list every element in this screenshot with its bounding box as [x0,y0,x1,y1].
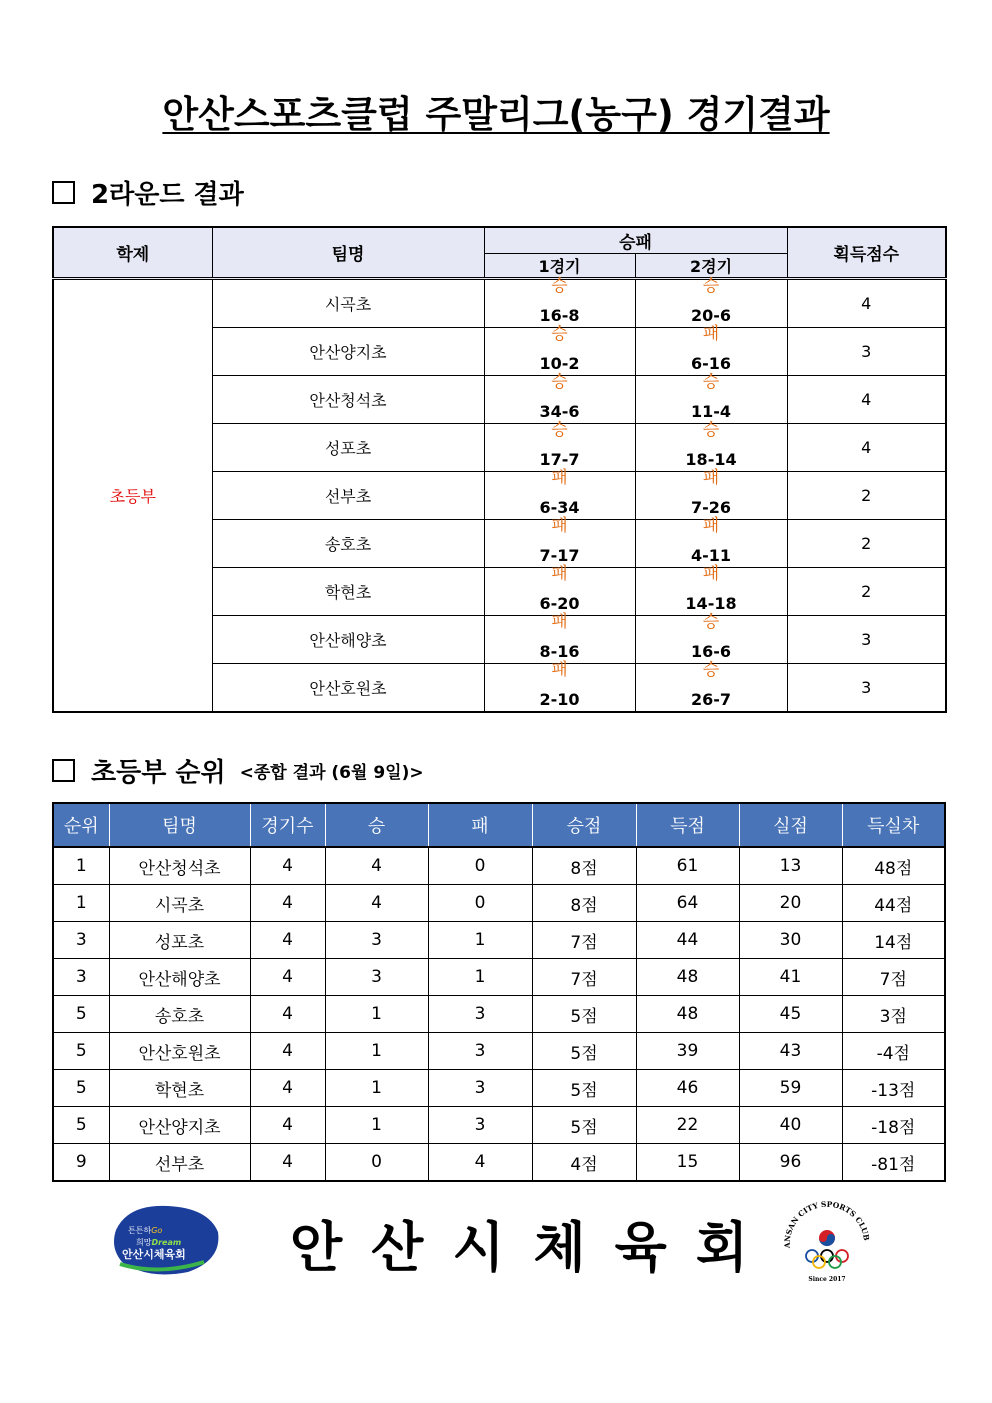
table-cell: 4 [325,847,428,885]
game1-result-cell [484,323,635,376]
table-cell: 8점 [532,847,636,885]
game1-result-cell [484,467,635,520]
table-cell: 64 [636,885,739,922]
standings-header: 순위 [53,803,109,847]
header-game2: 2경기 [635,254,787,279]
standings-header: 승점 [532,803,636,847]
table-cell: 30 [739,922,842,959]
score-label: 8-16 [539,641,580,661]
table-cell: 5 [53,1070,109,1107]
table-cell: 5 [53,996,109,1033]
table-cell: 48 [636,959,739,996]
header-team: 팀명 [212,227,484,279]
score-label: 6-34 [539,497,580,517]
score-label: 26-7 [690,689,732,709]
table-row [53,922,945,959]
table-cell: 39 [636,1033,739,1070]
table-cell: 22 [636,1107,739,1144]
anshan-sports-council-logo [108,1200,223,1278]
checkbox-square-icon [52,181,75,204]
table-cell: 5점 [532,1033,636,1070]
table-cell: -13점 [842,1070,945,1107]
table-cell: 96 [739,1144,842,1182]
game2-result-cell [635,419,787,472]
table-cell: 3 [428,1070,532,1107]
table-cell: 5점 [532,1070,636,1107]
table-cell: 1 [325,1107,428,1144]
points-cell: 4 [787,376,946,424]
table-cell: 4 [250,847,325,885]
win-loss-label: 패 [702,467,720,488]
team-name-cell: 학현초 [212,568,484,616]
header-points: 획득점수 [787,227,946,279]
table-cell: 41 [739,959,842,996]
table-cell: 4 [250,1033,325,1070]
table-cell: 7점 [842,959,945,996]
table-cell: 1 [428,959,532,996]
logo-text-3: 안산시체육회 [122,1248,186,1261]
score-label: 10-2 [539,353,580,373]
team-name-cell: 시곡초 [212,279,484,328]
table-cell: 4 [250,1070,325,1107]
table-cell: 3 [53,959,109,996]
table-cell: 4 [250,1107,325,1144]
win-loss-label: 승 [551,419,568,440]
table-cell: 5 [53,1033,109,1070]
team-name-cell: 송호초 [212,520,484,568]
score-label: 18-14 [685,449,737,469]
game2-result-cell [635,467,787,520]
table-row [53,885,945,922]
table-cell: 4 [250,922,325,959]
table-cell: 0 [325,1144,428,1182]
table-cell: 13 [739,847,842,885]
table-cell: 45 [739,996,842,1033]
footer-organization: 안산시체육회 [290,1216,777,1279]
team-name-cell: 안산호원초 [212,664,484,713]
section-round2-heading: 2라운드 결과 [52,174,244,211]
table-cell: 0 [428,885,532,922]
table-cell: 1 [325,1070,428,1107]
points-cell: 3 [787,328,946,376]
game1-result-cell [484,419,635,472]
table-cell: 48 [636,996,739,1033]
table-cell: 안산호원초 [109,1033,250,1070]
table-cell: 5 [53,1107,109,1144]
table-cell: 3 [53,922,109,959]
points-cell: 4 [787,279,946,328]
table-cell: 3 [428,996,532,1033]
table-row [53,847,945,885]
game2-result-cell [635,563,787,616]
score-label: 20-6 [690,305,732,325]
table-cell: 48점 [842,847,945,885]
table-cell: 9 [53,1144,109,1182]
taegeuk-icon [819,1230,835,1246]
team-name-cell: 안산양지초 [212,328,484,376]
table-cell: 8점 [532,885,636,922]
game2-result-cell [635,515,787,568]
logo-text-1: 튼튼하Go [128,1226,163,1235]
table-cell: 7점 [532,922,636,959]
win-loss-label: 패 [551,659,568,680]
table-cell: 1 [325,1033,428,1070]
table-cell: 4 [325,885,428,922]
table-cell: -4점 [842,1033,945,1070]
standings-header: 팀명 [109,803,250,847]
table-cell: 44점 [842,885,945,922]
round2-results-table [52,226,947,713]
table-cell: 3 [325,922,428,959]
game1-result-cell [484,275,635,328]
table-cell: -18점 [842,1107,945,1144]
score-label: 7-17 [539,545,580,565]
win-loss-label: 패 [702,563,720,584]
table-cell: 4 [250,996,325,1033]
win-loss-label: 승 [702,419,720,440]
win-loss-label: 패 [551,611,568,632]
game1-result-cell [484,563,635,616]
game2-result-cell [635,275,787,328]
score-label: 2-10 [539,689,580,709]
game1-result-cell [484,611,635,664]
table-cell: 송호초 [109,996,250,1033]
table-cell: 1 [53,847,109,885]
score-label: 14-18 [685,593,737,613]
table-cell: 14점 [842,922,945,959]
table-cell: 4 [250,885,325,922]
logo-text-2: 희망Dream [136,1238,182,1247]
table-cell: 46 [636,1070,739,1107]
table-cell: 안산청석초 [109,847,250,885]
score-label: 16-6 [690,641,732,661]
win-loss-label: 승 [551,323,568,344]
team-name-cell: 선부초 [212,472,484,520]
score-label: 6-20 [539,593,580,613]
table-cell: 4 [428,1144,532,1182]
standings-table [52,802,946,1182]
standings-header: 득실차 [842,803,945,847]
table-cell: 20 [739,885,842,922]
table-cell: 학현초 [109,1070,250,1107]
win-loss-label: 패 [702,515,720,536]
win-loss-label: 패 [551,515,568,536]
table-row [53,1144,945,1182]
table-cell: 43 [739,1033,842,1070]
table-row [53,279,946,328]
score-label: 34-6 [539,401,580,421]
olympic-rings-icon [806,1250,848,1268]
header-game1: 1경기 [484,254,635,279]
game2-result-cell [635,371,787,424]
table-row [53,1107,945,1144]
table-cell: 3 [428,1107,532,1144]
score-label: 11-4 [690,401,732,421]
header-winloss: 승패 [484,227,787,254]
points-cell: 3 [787,664,946,713]
ansan-city-sports-club-logo [782,1200,872,1286]
checkbox-square-icon [52,759,75,782]
table-cell: 5점 [532,996,636,1033]
table-cell: 3점 [842,996,945,1033]
section-standings-heading: 초등부 순위 <종합 결과 (6월 9일)> [52,752,424,789]
table-cell: 4 [250,1144,325,1182]
table-cell: 1 [325,996,428,1033]
score-label: 7-26 [690,497,732,517]
score-label: 4-11 [690,545,732,565]
table-cell: 4 [250,959,325,996]
team-name-cell: 안산해양초 [212,616,484,664]
standings-header: 경기수 [250,803,325,847]
win-loss-label: 승 [551,371,568,392]
table-cell: 시곡초 [109,885,250,922]
table-cell: 15 [636,1144,739,1182]
table-cell: 1 [53,885,109,922]
score-label: 17-7 [539,449,580,469]
points-cell: 3 [787,616,946,664]
standings-header: 패 [428,803,532,847]
table-cell: 7점 [532,959,636,996]
table-cell: 성포초 [109,922,250,959]
table-cell: 안산양지초 [109,1107,250,1144]
win-loss-label: 승 [702,275,720,296]
table-row [53,996,945,1033]
table-cell: 44 [636,922,739,959]
table-row [53,1033,945,1070]
club-arc-text: ANSAN CITY SPORTS CLUB [782,1200,872,1249]
score-label: 16-8 [539,305,580,325]
game1-result-cell [484,371,635,424]
standings-header: 실점 [739,803,842,847]
points-cell: 2 [787,472,946,520]
win-loss-label: 승 [702,371,720,392]
table-cell: 61 [636,847,739,885]
table-cell: 3 [325,959,428,996]
win-loss-label: 승 [702,659,720,680]
game2-result-cell [635,659,787,713]
club-since-text: Since 2017 [808,1276,846,1283]
table-cell: 59 [739,1070,842,1107]
win-loss-label: 패 [551,563,568,584]
points-cell: 2 [787,568,946,616]
table-cell: 5점 [532,1107,636,1144]
game2-result-cell [635,323,787,376]
table-cell: -81점 [842,1144,945,1182]
table-cell: 1 [428,922,532,959]
win-loss-label: 승 [551,275,568,296]
game1-result-cell [484,659,635,713]
win-loss-label: 패 [551,467,568,488]
team-name-cell: 안산청석초 [212,376,484,424]
table-cell: 0 [428,847,532,885]
header-division: 학제 [53,227,212,279]
points-cell: 2 [787,520,946,568]
points-cell: 4 [787,424,946,472]
win-loss-label: 패 [702,323,720,344]
standings-header: 승 [325,803,428,847]
table-cell: 3 [428,1033,532,1070]
table-row [53,1070,945,1107]
standings-header: 득점 [636,803,739,847]
table-cell: 안산해양초 [109,959,250,996]
score-label: 6-16 [690,353,732,373]
win-loss-label: 승 [702,611,720,632]
game1-result-cell [484,515,635,568]
table-cell: 4점 [532,1144,636,1182]
table-row [53,959,945,996]
division-cell: 초등부 [53,279,212,713]
team-name-cell: 성포초 [212,424,484,472]
table-cell: 40 [739,1107,842,1144]
game2-result-cell [635,611,787,664]
table-cell: 선부초 [109,1144,250,1182]
page-title: 안산스포츠클럽 주말리그(농구) 경기결과 [162,93,830,136]
